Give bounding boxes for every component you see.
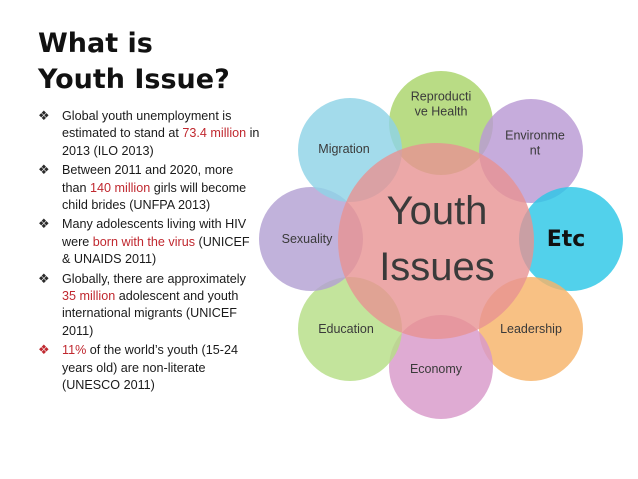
bullet-text: of the world’s youth (15-24 years old) are non-literate (UNESCO 2011) (62, 343, 238, 393)
diamond-bullet-icon: ❖ (38, 217, 50, 233)
reproductive-health-label (411, 90, 471, 119)
bullet-text: adolescent and youth international migrants (UNICEF 2011) (62, 289, 239, 338)
highlighted-figure: 35 million (62, 289, 116, 304)
bullet-text: (UNICEF & UNAIDS 2011) (62, 234, 250, 267)
sexuality-label-line: Sexuality (281, 232, 333, 246)
etc-label-line: Etc (546, 227, 586, 252)
leadership-label (500, 322, 562, 336)
bullet-text: in 2013 (ILO 2013) (62, 126, 260, 158)
diamond-bullet-icon: ❖ (38, 109, 50, 124)
reproductive-health-label-line: ve Health (414, 104, 468, 119)
environment-label-line: nt (529, 143, 541, 158)
economy-label-line: Economy (409, 362, 463, 376)
youth-issues-center-circle (338, 143, 534, 339)
etc-label (547, 227, 586, 252)
leadership-label-line: Leadership (500, 322, 562, 336)
highlighted-figure: 11% (62, 343, 87, 358)
reproductive-health-label-line: Reproducti (410, 89, 472, 104)
highlighted-figure: born with the virus (92, 234, 195, 249)
bullet-text: Between 2011 and 2020, more than (62, 163, 234, 195)
environment-label-line: Environme (505, 128, 565, 143)
diamond-bullet-icon: ❖ (38, 163, 50, 179)
bullet-text: girls will become child brides (UNFPA 2013) (62, 180, 247, 213)
sexuality-label (282, 232, 333, 246)
economy-label (410, 362, 463, 376)
slide-title-line-1: What is (38, 28, 153, 59)
bullet-text: Global youth unemployment is estimated to stand at (62, 109, 232, 141)
migration-label-line: Migration (318, 142, 370, 156)
bullet-text: Many adolescents living with HIV were (62, 217, 247, 249)
education-label (318, 322, 374, 336)
center-label-line: Issues (379, 245, 495, 289)
highlighted-figure: 140 million (90, 180, 151, 195)
center-label-line: Youth (386, 189, 488, 233)
diamond-bullet-icon: ❖ (38, 343, 50, 359)
bullet-text: Globally, there are approximately (62, 271, 246, 286)
highlighted-figure: 73.4 million (182, 126, 247, 141)
education-label-line: Education (318, 322, 374, 336)
diamond-bullet-icon: ❖ (38, 271, 50, 287)
slide-title-line-2: Youth Issue? (38, 64, 230, 95)
migration-label (318, 142, 369, 156)
